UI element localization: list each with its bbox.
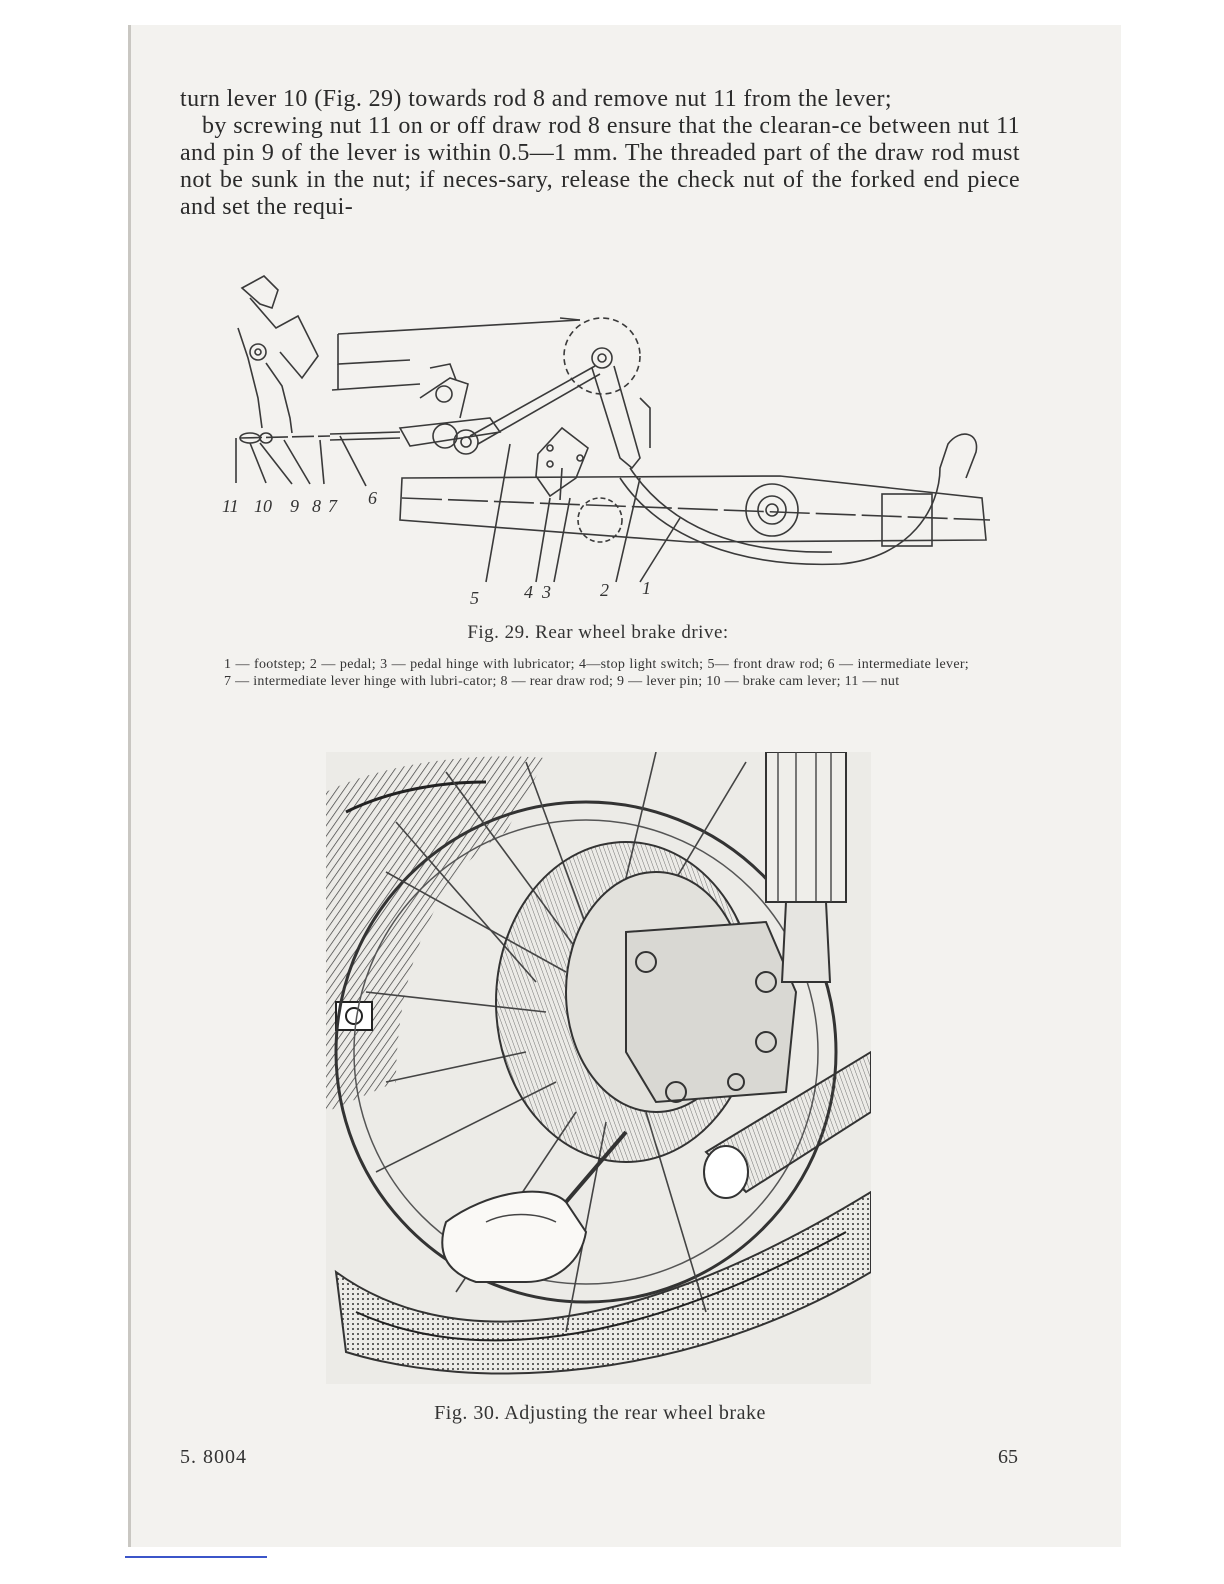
figure-29-caption: Fig. 29. Rear wheel brake drive: <box>467 622 729 643</box>
callout-2: 2 <box>600 580 609 600</box>
callout-10: 10 <box>254 496 272 516</box>
figure-30-rear-wheel-illustration <box>326 752 871 1384</box>
callout-8: 8 <box>312 496 321 516</box>
callout-1: 1 <box>642 578 651 598</box>
callout-5: 5 <box>470 588 479 608</box>
body-text <box>180 86 1020 221</box>
callout-7: 7 <box>328 496 337 516</box>
callout-3: 3 <box>542 582 551 602</box>
callout-9: 9 <box>290 496 299 516</box>
figure-29-callout-labels <box>222 488 651 608</box>
printer-signature: 5. 8004 <box>180 1446 247 1468</box>
figure-29-brake-drive-diagram <box>220 268 1000 608</box>
page-number: 65 <box>998 1446 1018 1468</box>
callout-4: 4 <box>524 582 533 602</box>
callout-6: 6 <box>368 488 377 508</box>
figure-30-caption: Fig. 30. Adjusting the rear wheel brake <box>434 1402 766 1424</box>
bottom-rule <box>125 1556 267 1558</box>
paragraph-1: turn lever 10 (Fig. 29) towards rod 8 and remove nut 11 from the lever; <box>180 86 893 112</box>
paragraph-2: by screwing nut 11 on or off draw rod 8 ensure that the clearan-ce between nut 11 and pin 9 of the lever is within 0.5—1 mm. The threaded part of the draw rod must not be sunk in the nut; if neces-sary, release the check nut of the forked end piece and set the requi- <box>180 113 1020 220</box>
figure-29-legend: 1 — footstep; 2 — pedal; 3 — pedal hinge with lubricator; 4—stop light switch; 5— front draw rod; 6 — intermediate lever; 7 — intermediate lever hinge with lubri-cator; 8 — rear draw rod; 9 — lever pin; 10 — brake cam lever; 11 — nut <box>224 657 969 689</box>
callout-11: 11 <box>222 496 239 516</box>
